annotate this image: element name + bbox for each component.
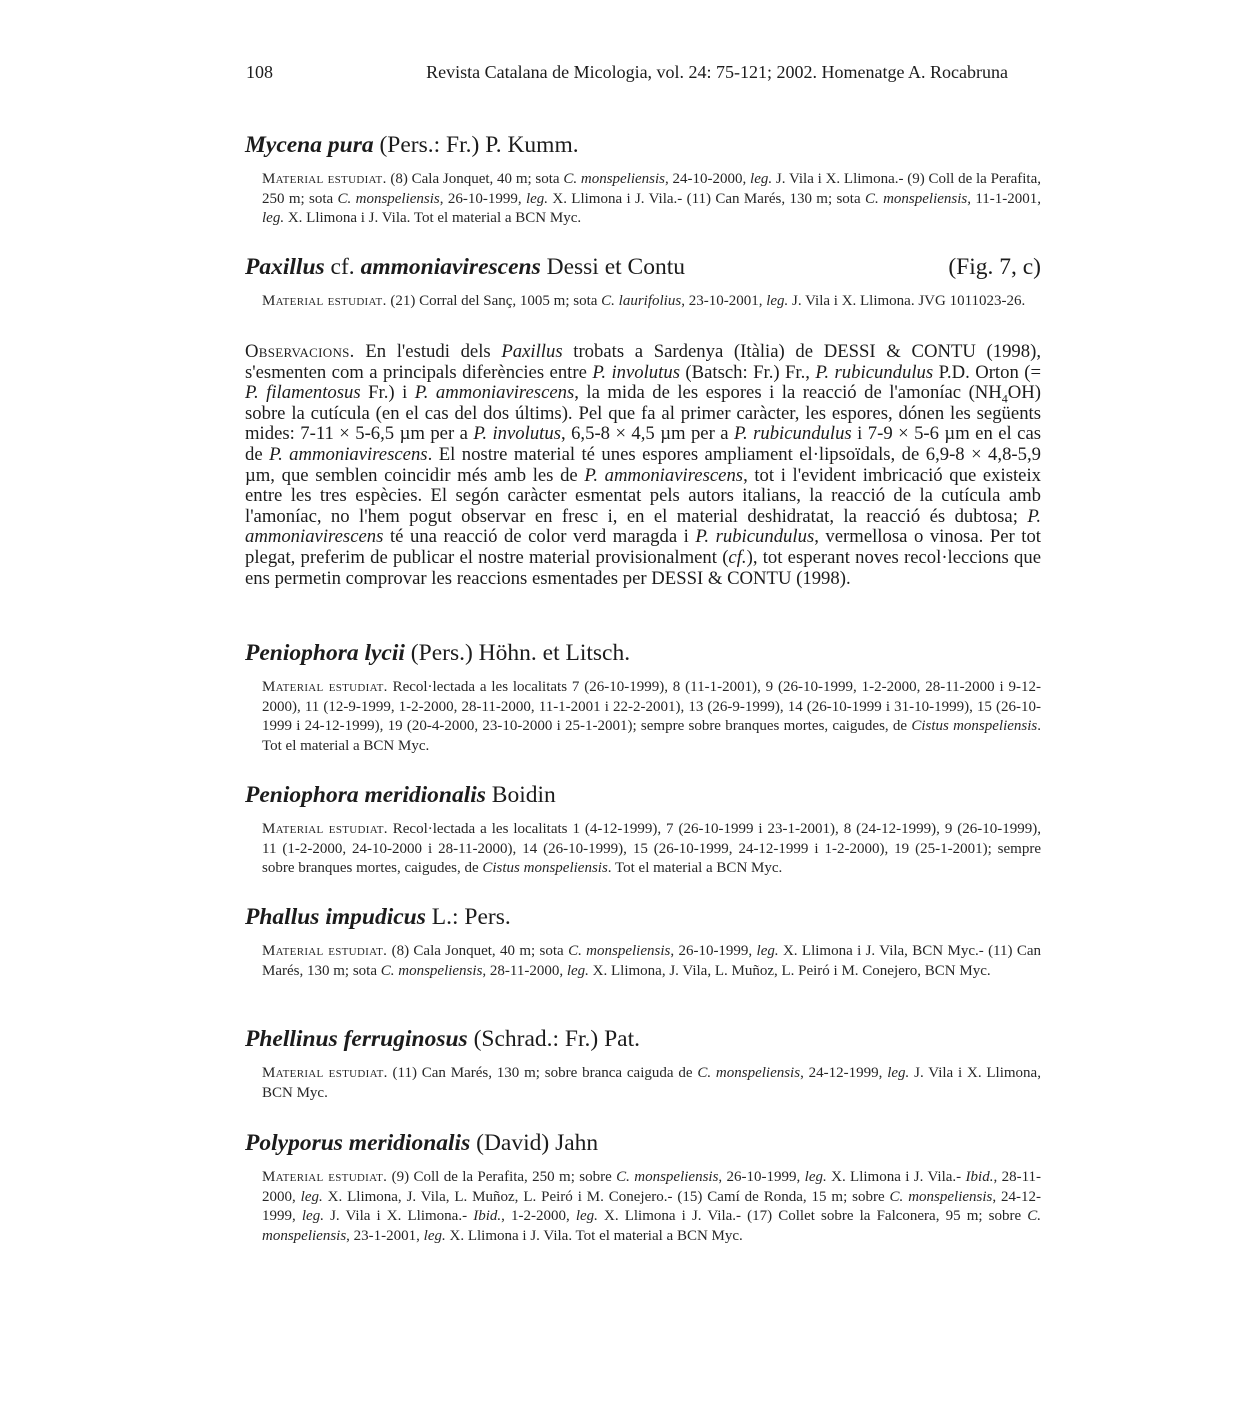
material-label: Material estudiat.	[262, 821, 388, 837]
material-label: Material estudiat.	[262, 1169, 388, 1185]
material-studied: Material estudiat. (8) Cala Jonquet, 40 m; sota C. monspeliensis, 24-10-2000, leg. J. Vila i X. Llimona.- (9) Coll de la Perafita, 250 m; sota C. monspeliensis, 26-10-1999, leg. X. Llimona i J. Vila.- (11) Can Marés, 130 m; sota C. monspeliensis, 11-1-2001, leg. X. Llimona i J. Vila. Tot el material a BCN Myc.	[262, 171, 1042, 226]
species-genus: Paxillus	[245, 254, 325, 280]
material-label: Material estudiat.	[262, 171, 387, 187]
entry-peniophora-lycii	[245, 638, 1041, 756]
entry-peniophora-meridionalis	[245, 780, 1041, 879]
running-title: Revista Catalana de Micologia, vol. 24: 75-121; 2002. Homenatge A. Rocabruna	[426, 62, 1008, 82]
material-studied: Material estudiat. (21) Corral del Sanç, 1005 m; sota C. laurifolius, 23-10-2001, leg. J. Vila i X. Llimona. JVG 1011023-26.	[262, 293, 1026, 309]
species-heading	[245, 902, 1041, 932]
species-name: Phellinus ferruginosus	[245, 1026, 468, 1052]
material-studied: Material estudiat. (8) Cala Jonquet, 40 m; sota C. monspeliensis, 26-10-1999, leg. X. Llimona i J. Vila, BCN Myc.- (11) Can Marés, 130 m; sota C. monspeliensis, 28-11-2000, leg. X. Llimona, J. Vila, L. Muñoz, L. Peiró i M. Conejero, BCN Myc.	[262, 943, 1042, 979]
material-label: Material estudiat.	[262, 679, 388, 695]
material-label: Material estudiat.	[262, 1065, 388, 1081]
entry-phellinus-ferruginosus	[245, 1024, 1041, 1103]
species-name: Peniophora meridionalis	[245, 782, 486, 808]
species-name: Mycena pura	[245, 132, 374, 158]
species-heading	[245, 780, 1041, 810]
species-heading	[245, 1024, 1041, 1054]
material-studied: Material estudiat. (9) Coll de la Perafita, 250 m; sobre C. monspeliensis, 26-10-1999, leg. X. Llimona i J. Vila.- Ibid., 28-11-2000, leg. X. Llimona, J. Vila, L. Muñoz, L. Peiró i M. Conejero.- (15) Camí de Ronda, 15 m; sobre C. monspeliensis, 24-12-1999, leg. J. Vila i X. Llimona.- Ibid., 1-2-2000, leg. X. Llimona i J. Vila.- (17) Collet sobre la Falconera, 95 m; sobre C. monspeliensis, 23-1-2001, leg. X. Llimona i J. Vila. Tot el material a BCN Myc.	[262, 1169, 1042, 1244]
page-number: 108	[246, 62, 273, 82]
entry-paxillus	[245, 252, 1041, 312]
species-heading: Paxillus cf. ammoniavirescens Dessi et Contu (Fig. 7, c)	[245, 254, 1041, 280]
species-name: Polyporus meridionalis	[245, 1130, 471, 1156]
species-authority: Boidin	[485, 782, 556, 808]
material-studied: Material estudiat. Recol·lectada a les localitats 7 (26-10-1999), 8 (11-1-2001), 9 (26-10-1999, 1-2-2000, 28-11-2000 i 9-12-2000), 11 (12-9-1999, 1-2-2000, 28-11-2000, 11-1-2001 i 22-2-2001), 13 (26-9-1999), 14 (26-10-1999 i 31-10-1999), 15 (26-10-1999 i 24-12-1999), 19 (20-4-2000, 23-10-2000 i 25-1-2001); sempre sobre branques mortes, caigudes, de Cistus monspeliensis. Tot el material a BCN Myc.	[262, 679, 1041, 754]
species-name: Phallus impudicus	[245, 904, 426, 930]
species-authority: (Schrad.: Fr.) Pat.	[467, 1026, 641, 1052]
entry-phallus-impudicus	[245, 902, 1041, 981]
species-heading	[245, 1128, 1041, 1158]
species-authority: (David) Jahn	[470, 1130, 599, 1156]
material-label: Material estudiat.	[262, 293, 387, 309]
page-header	[246, 62, 1008, 92]
material-label: Material estudiat.	[262, 943, 388, 959]
species-name: Peniophora lycii	[245, 640, 405, 666]
species-authority: Dessi et Contu	[540, 254, 685, 280]
figure-reference: (Fig. 7, c)	[948, 254, 1041, 280]
entry-polyporus-meridionalis	[245, 1128, 1041, 1246]
observations-paxillus	[245, 342, 1041, 589]
material-studied: Material estudiat. Recol·lectada a les localitats 1 (4-12-1999), 7 (26-10-1999 i 23-1-2001), 8 (24-12-1999), 9 (26-10-1999), 11 (1-2-2000, 24-10-2000 i 28-11-2000), 14 (26-10-1999), 15 (26-10-1999, 24-12-1999 i 1-2-2000), 19 (25-1-2001); sempre sobre branques mortes, caigudes, de Cistus monspeliensis. Tot el material a BCN Myc.	[262, 821, 1041, 876]
observations-text: Observacions. En l'estudi dels Paxillus trobats a Sardenya (Itàlia) de DESSI & CONTU (1998), s'esmenten com a principals diferències entre P. involutus (Batsch: Fr.) Fr., P. rubicundulus P.D. Orton (= P. filamentosus Fr.) i P. ammoniavirescens, la mida de les espores i la reacció de l'amoníac $(NH_4OH)$ sobre la cutícula (en el cas del dos últims). Pel que fa al primer caràcter, les espores, dónen les següents mides: 7-11 × 5-6,5 µm per a P. involutus, 6,5-8 × 4,5 µm per a P. rubicundulus i 7-9 × 5-6 µm en el cas de P. ammoniavirescens. El nostre material té unes espores ampliament el·lipsoïdals, de 6,9-8 × 4,8-5,9 µm, que semblen coincidir més amb les de P. ammoniavirescens, tot i l'evident imbricació que existeix entre les tres espècies. El segón caràcter esmentat pels autors italians, la reacció de la cutícula amb l'amoníac, no l'hem pogut observar en fresc i, en el material deshidratat, la reacció és dubtosa; P. ammoniavirescens té una reacció de color verd maragda i P. rubicundulus, vermellosa o vinosa. Per tot plegat, preferim de publicar el nostre material provisionalment (cf.), tot esperant noves recol·leccions que ens permetin comprovar les reaccions esmentades per DESSI & CONTU (1998).	[245, 341, 1042, 589]
entry-mycena-pura	[245, 130, 1041, 229]
species-authority: L.: Pers.	[425, 904, 511, 930]
species-epithet: ammoniavirescens	[360, 254, 541, 280]
species-heading	[245, 130, 1041, 160]
species-heading	[245, 638, 1041, 668]
species-authority: (Pers.: Fr.) P. Kumm.	[373, 132, 579, 158]
species-authority: (Pers.) Höhn. et Litsch.	[404, 640, 631, 666]
material-studied: Material estudiat. (11) Can Marés, 130 m; sobre branca caiguda de C. monspeliensis, 24-12-1999, leg. J. Vila i X. Llimona, BCN Myc.	[262, 1065, 1041, 1101]
observations-label: Observacions.	[245, 341, 355, 362]
